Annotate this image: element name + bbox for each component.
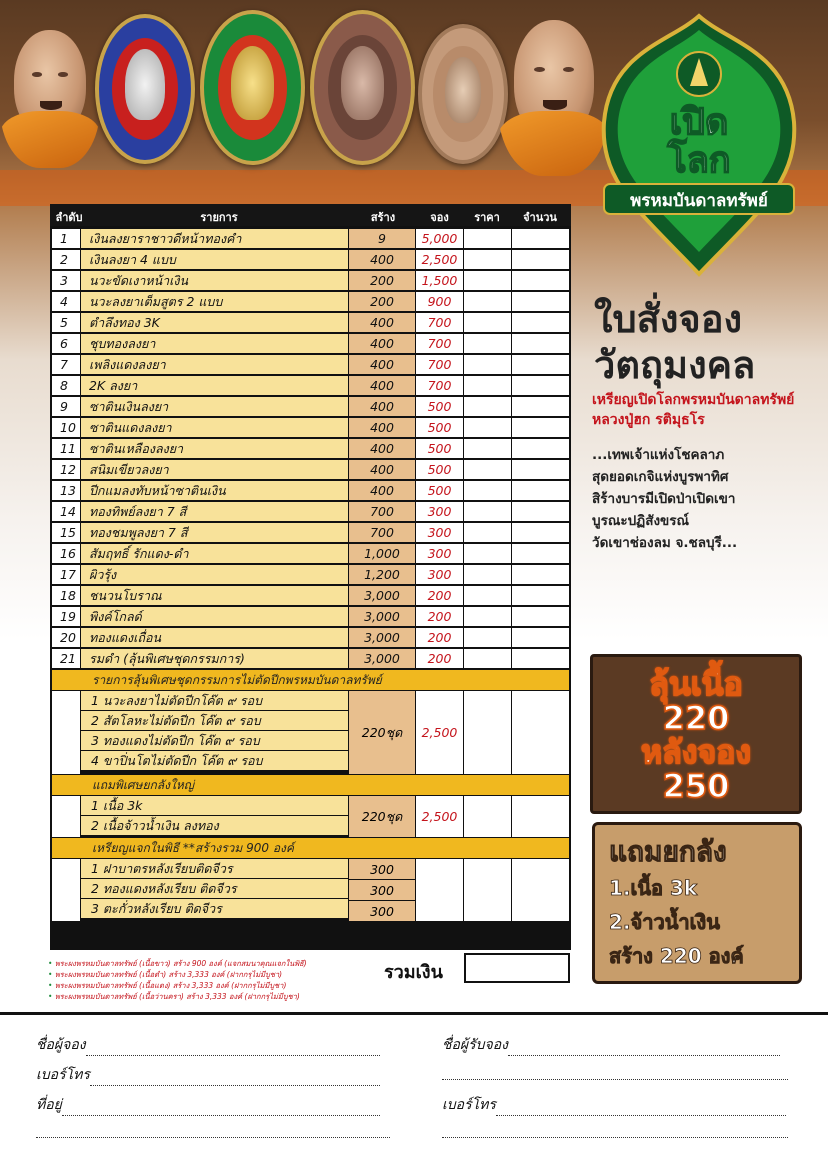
amulet-silver-red xyxy=(95,14,195,164)
row-number: 4 xyxy=(52,292,80,311)
row-price-field[interactable] xyxy=(464,439,511,458)
row-number: 18 xyxy=(52,586,80,605)
row-number: 8 xyxy=(52,376,80,395)
amulet-copper xyxy=(310,10,415,165)
row-amount-field[interactable] xyxy=(512,565,569,584)
section-item-created: 300 xyxy=(349,880,415,900)
medal-name-line1: เหรียญเปิดโลกพรหมบันดาลทรัพย์ xyxy=(592,392,795,408)
row-created: 400 xyxy=(349,313,415,332)
section-header: เหรียญแจกในพิธี **สร้างรวม 900 องค์ xyxy=(52,838,569,858)
row-created: 700 xyxy=(349,523,415,542)
section-item-created: 300 xyxy=(349,859,415,879)
table-row xyxy=(52,459,569,479)
row-price-field[interactable] xyxy=(464,502,511,521)
medal-name-line2: หลวงปู่ฮก รติมุธโร xyxy=(592,412,705,428)
footnote-line: • พระผงพรหมบันดาลทรัพย์ (เนื้อขาว) สร้าง 900 องค์ (แจกสมนาคุณแจกในพิธี) xyxy=(48,958,368,969)
footnote-line: • พระผงพรหมบันดาลทรัพย์ (เนื้อแดง) สร้าง 3,333 องค์ (ฝากกรุไม่มีบูชา) xyxy=(48,980,368,991)
receiver-phone-label: เบอร์โทร xyxy=(442,1097,496,1113)
row-amount-field[interactable] xyxy=(512,544,569,563)
bonus-title: แถมยกลัง xyxy=(609,835,727,868)
address-label: ที่อยู่ xyxy=(36,1097,62,1113)
row-number: 5 xyxy=(52,313,80,332)
table-row xyxy=(52,480,569,500)
row-price-field[interactable] xyxy=(464,481,511,500)
row-reserved: 900 xyxy=(416,292,463,311)
receiver-phone-row[interactable] xyxy=(442,1094,786,1116)
order-table xyxy=(50,204,571,950)
section-item: 2 สัตโลหะไม่ตัดปีก โค๊ต ๙ รอบ xyxy=(81,711,348,731)
section-item: 3 ตะกั่วหลังเรียบ ติดจีวร xyxy=(81,899,348,919)
medal-name xyxy=(592,390,794,430)
section-number-col xyxy=(52,859,80,921)
row-amount-field[interactable] xyxy=(512,271,569,290)
section-price-field[interactable] xyxy=(464,796,511,837)
row-price-field[interactable] xyxy=(464,649,511,668)
row-reserved: 500 xyxy=(416,418,463,437)
row-item-name: ซาตินแดงลงยา xyxy=(81,418,348,437)
row-price-field[interactable] xyxy=(464,607,511,626)
header-amount: จำนวน xyxy=(523,211,557,224)
header-created: สร้าง xyxy=(370,211,396,224)
row-item-name: รมดำ (ลุ้นพิเศษชุดกรรมการ) xyxy=(81,649,348,668)
row-reserved: 1,500 xyxy=(416,271,463,290)
reserver-phone-row[interactable] xyxy=(36,1064,380,1086)
row-item-name: 2K ลงยา xyxy=(81,376,348,395)
row-number: 10 xyxy=(52,418,80,437)
row-amount-field[interactable] xyxy=(512,376,569,395)
reserver-phone-label: เบอร์โทร xyxy=(36,1067,90,1083)
row-number: 16 xyxy=(52,544,80,563)
footnote-line: • พระผงพรหมบันดาลทรัพย์ (เนื้อดำ) สร้าง 3,333 องค์ (ฝากกรุไม่มีบูชา) xyxy=(48,969,368,980)
row-reserved: 300 xyxy=(416,544,463,563)
row-number: 3 xyxy=(52,271,80,290)
row-amount-field[interactable] xyxy=(512,292,569,311)
form-divider xyxy=(0,1012,828,1015)
section-item-list xyxy=(81,691,348,771)
section-created: 220ชุด xyxy=(349,796,415,837)
table-row xyxy=(52,333,569,353)
section-header: รายการลุ้นพิเศษชุดกรรมการไม่ตัดปีกพรหมบันดาลทรัพย์ xyxy=(52,670,569,690)
row-reserved: 200 xyxy=(416,628,463,647)
footnotes xyxy=(48,958,368,1002)
price-line3: หลังจอง xyxy=(641,733,751,771)
row-number: 11 xyxy=(52,439,80,458)
section-block xyxy=(52,691,569,774)
row-price-field[interactable] xyxy=(464,250,511,269)
row-amount-field[interactable] xyxy=(512,649,569,668)
table-row xyxy=(52,627,569,647)
row-created: 200 xyxy=(349,292,415,311)
row-price-field[interactable] xyxy=(464,229,511,248)
row-item-name: ทองชมพูลงยา 7 สี xyxy=(81,523,348,542)
header-no: ลำดับ xyxy=(55,211,83,224)
monk-portrait-right xyxy=(498,6,610,176)
bonus-box xyxy=(592,822,802,984)
monk-portrait-left xyxy=(0,18,100,168)
row-reserved: 700 xyxy=(416,355,463,374)
bonus-line: สร้าง 220 องค์ xyxy=(609,944,744,968)
row-price-field[interactable] xyxy=(464,334,511,353)
receiver-name-row[interactable] xyxy=(442,1034,780,1056)
row-created: 400 xyxy=(349,481,415,500)
row-item-name: เงินลงยาราชาวดีหน้าทองคำ xyxy=(81,229,348,248)
receiver-name-label: ชื่อผู้รับจอง xyxy=(442,1037,508,1053)
row-item-name: สัมฤทธิ์ รักแดง-ดำ xyxy=(81,544,348,563)
row-item-name: ปีกแมลงทับหน้าซาตินเงิน xyxy=(81,481,348,500)
row-price-field[interactable] xyxy=(464,523,511,542)
row-item-name: ซาตินเงินลงยา xyxy=(81,397,348,416)
row-price-field[interactable] xyxy=(464,418,511,437)
section-item: 1 ฝาบาตรหลังเรียบติดจีวร xyxy=(81,859,348,879)
table-row xyxy=(52,228,569,248)
row-number: 15 xyxy=(52,523,80,542)
row-price-field[interactable] xyxy=(464,460,511,479)
row-number: 19 xyxy=(52,607,80,626)
row-item-name: ผิวรุ้ง xyxy=(81,565,348,584)
row-number: 21 xyxy=(52,649,80,668)
section-item: 4 ขาปิ่นโตไม่ตัดปีก โค๊ต ๙ รอบ xyxy=(81,751,348,771)
section-item-list xyxy=(81,859,348,919)
table-row xyxy=(52,564,569,584)
reserver-name-row[interactable] xyxy=(36,1034,380,1056)
row-reserved: 200 xyxy=(416,649,463,668)
section-item: 1 นวะลงยาไม่ตัดปีกโค๊ต ๙ รอบ xyxy=(81,691,348,711)
row-amount-field[interactable] xyxy=(512,313,569,332)
logo-banner: พรหมบันดาลทรัพย์ xyxy=(630,191,768,211)
section-reserved: 2,500 xyxy=(416,691,463,774)
section-number-col xyxy=(52,796,80,837)
section-price-field[interactable] xyxy=(464,691,511,774)
table-row xyxy=(52,354,569,374)
row-item-name: สนิมเขียวลงยา xyxy=(81,460,348,479)
row-price-field[interactable] xyxy=(464,586,511,605)
header-price: ราคา xyxy=(474,211,500,224)
table-row xyxy=(52,438,569,458)
bonus-line: 2.จ้าวน้ำเงิน xyxy=(609,910,720,934)
reserver-name-label: ชื่อผู้จอง xyxy=(36,1037,86,1053)
row-created: 400 xyxy=(349,460,415,479)
row-number: 2 xyxy=(52,250,80,269)
section-amount-field[interactable] xyxy=(512,691,569,774)
table-row xyxy=(52,543,569,563)
row-number: 13 xyxy=(52,481,80,500)
order-title xyxy=(594,296,755,388)
table-row xyxy=(52,501,569,521)
row-created: 1,200 xyxy=(349,565,415,584)
table-row xyxy=(52,291,569,311)
section-item: 2 เนื้อจ้าวน้ำเงิน ลงทอง xyxy=(81,816,348,836)
row-reserved: 2,500 xyxy=(416,250,463,269)
row-created: 9 xyxy=(349,229,415,248)
row-item-name: เงินลงยา 4 แบบ xyxy=(81,250,348,269)
row-item-name: นวะลงยาเต็มสูตร 2 แบบ xyxy=(81,292,348,311)
row-item-name: พิงค์โกลด์ xyxy=(81,607,348,626)
row-reserved: 500 xyxy=(416,481,463,500)
table-row xyxy=(52,375,569,395)
row-amount-field[interactable] xyxy=(512,229,569,248)
row-item-name: ชนวนโบราณ xyxy=(81,586,348,605)
section-number-col xyxy=(52,691,80,774)
receiver-name-row-2[interactable] xyxy=(442,1064,788,1080)
header-reserved: จอง xyxy=(430,211,449,224)
row-reserved: 5,000 xyxy=(416,229,463,248)
phrom-bandan-sap-logo xyxy=(598,12,800,277)
row-number: 9 xyxy=(52,397,80,416)
row-item-name: เพลิงแดงลงยา xyxy=(81,355,348,374)
row-price-field[interactable] xyxy=(464,565,511,584)
row-created: 3,000 xyxy=(349,586,415,605)
row-reserved: 300 xyxy=(416,523,463,542)
order-title-line2: วัตถุมงคล xyxy=(594,343,756,387)
row-number: 1 xyxy=(52,229,80,248)
row-amount-field[interactable] xyxy=(512,334,569,353)
row-price-field[interactable] xyxy=(464,628,511,647)
row-created: 400 xyxy=(349,334,415,353)
row-reserved: 700 xyxy=(416,313,463,332)
bonus-line: 1.เนื้อ 3k xyxy=(609,876,698,900)
row-amount-field[interactable] xyxy=(512,607,569,626)
row-number: 14 xyxy=(52,502,80,521)
table-row xyxy=(52,417,569,437)
logo-line1: เปิด xyxy=(669,102,729,143)
row-item-name: ทองแดงเถื่อน xyxy=(81,628,348,647)
row-price-field[interactable] xyxy=(464,544,511,563)
table-row xyxy=(52,606,569,626)
row-amount-field[interactable] xyxy=(512,628,569,647)
order-title-line1: ใบสั่งจอง xyxy=(594,297,743,341)
section-item: 3 ทองแดงไม่ตัดปีก โค๊ต ๙ รอบ xyxy=(81,731,348,751)
row-reserved: 500 xyxy=(416,397,463,416)
row-price-field[interactable] xyxy=(464,292,511,311)
price-line2: 220 xyxy=(662,699,730,737)
row-price-field[interactable] xyxy=(464,397,511,416)
header-item: รายการ xyxy=(200,211,238,224)
row-amount-field[interactable] xyxy=(512,397,569,416)
row-price-field[interactable] xyxy=(464,313,511,332)
row-created: 400 xyxy=(349,355,415,374)
row-created: 3,000 xyxy=(349,649,415,668)
row-price-field[interactable] xyxy=(464,271,511,290)
receiver-phone-row-2[interactable] xyxy=(442,1122,788,1138)
section-header: แถมพิเศษยกลังใหญ่ xyxy=(52,775,569,795)
section-reserved-empty xyxy=(416,859,463,921)
row-item-name: ซาตินเหลืองลงยา xyxy=(81,439,348,458)
row-reserved: 300 xyxy=(416,565,463,584)
section-price-field[interactable] xyxy=(464,859,511,921)
amulet-gold-red xyxy=(200,10,305,165)
row-reserved: 700 xyxy=(416,334,463,353)
row-item-name: นวะขัดเงาหน้าเงิน xyxy=(81,271,348,290)
row-number: 17 xyxy=(52,565,80,584)
price-line1: ลุ้นเนื้อ xyxy=(649,665,743,703)
table-row xyxy=(52,522,569,542)
row-number: 12 xyxy=(52,460,80,479)
row-reserved: 500 xyxy=(416,460,463,479)
row-item-name: ตำลึงทอง 3K xyxy=(81,313,348,332)
price-box xyxy=(590,654,802,814)
row-created: 400 xyxy=(349,397,415,416)
amulet-brahma-back xyxy=(418,24,508,164)
row-price-field[interactable] xyxy=(464,376,511,395)
table-row xyxy=(52,585,569,605)
table-row xyxy=(52,249,569,269)
total-amount-field[interactable] xyxy=(464,953,570,983)
row-amount-field[interactable] xyxy=(512,523,569,542)
row-created: 400 xyxy=(349,376,415,395)
row-item-name: ทองทิพย์ลงยา 7 สี xyxy=(81,502,348,521)
row-item-name: ชุบทองลงยา xyxy=(81,334,348,353)
row-created: 3,000 xyxy=(349,628,415,647)
row-created: 400 xyxy=(349,439,415,458)
row-amount-field[interactable] xyxy=(512,502,569,521)
poem-line: สุดยอดเกจิแห่งบูรพาทิศ xyxy=(592,469,729,485)
section-amount-field[interactable] xyxy=(512,859,569,921)
row-amount-field[interactable] xyxy=(512,586,569,605)
row-created: 400 xyxy=(349,250,415,269)
row-number: 20 xyxy=(52,628,80,647)
row-created: 200 xyxy=(349,271,415,290)
row-reserved: 700 xyxy=(416,376,463,395)
table-header xyxy=(50,204,571,226)
section-item-created: 300 xyxy=(349,901,415,921)
row-amount-field[interactable] xyxy=(512,481,569,500)
section-item-list xyxy=(81,796,348,836)
table-row xyxy=(52,312,569,332)
section-amount-field[interactable] xyxy=(512,796,569,837)
section-block xyxy=(52,796,569,837)
section-created: 220ชุด xyxy=(349,691,415,774)
total-label: รวมเงิน xyxy=(384,962,443,983)
poem-text xyxy=(592,444,737,554)
row-amount-field[interactable] xyxy=(512,460,569,479)
footnote-line: • พระผงพรหมบันดาลทรัพย์ (เนื้อว่านครา) สร้าง 3,333 องค์ (ฝากกรุไม่มีบูชา) xyxy=(48,991,368,1002)
poem-line: สิร้างบารมีเปิดป่าเปิดเขา xyxy=(592,491,736,507)
row-created: 1,000 xyxy=(349,544,415,563)
row-number: 7 xyxy=(52,355,80,374)
row-amount-field[interactable] xyxy=(512,355,569,374)
row-amount-field[interactable] xyxy=(512,418,569,437)
section-block xyxy=(52,859,569,921)
section-item: 1 เนื้อ 3k xyxy=(81,796,348,816)
poem-line: ...เทพเจ้าแห่งโชคลาภ xyxy=(592,447,725,463)
address-row[interactable] xyxy=(36,1094,380,1116)
table-row xyxy=(52,270,569,290)
section-reserved: 2,500 xyxy=(416,796,463,837)
table-row xyxy=(52,396,569,416)
section-item: 2 ทองแดงหลังเรียบ ติดจีวร xyxy=(81,879,348,899)
logo-line2: โลก xyxy=(667,140,731,181)
row-number: 6 xyxy=(52,334,80,353)
row-reserved: 200 xyxy=(416,607,463,626)
table-row xyxy=(52,648,569,668)
row-reserved: 200 xyxy=(416,586,463,605)
address-row-2[interactable] xyxy=(36,1122,390,1138)
poem-line: บูรณะปฏิสังขรณ์ xyxy=(592,513,690,529)
row-created: 3,000 xyxy=(349,607,415,626)
row-reserved: 500 xyxy=(416,439,463,458)
poem-line: วัดเขาช่องลม จ.ชลบุรี... xyxy=(592,535,738,551)
row-amount-field[interactable] xyxy=(512,250,569,269)
row-reserved: 300 xyxy=(416,502,463,521)
row-price-field[interactable] xyxy=(464,355,511,374)
price-line4: 250 xyxy=(662,767,730,805)
row-created: 700 xyxy=(349,502,415,521)
row-created: 400 xyxy=(349,418,415,437)
row-amount-field[interactable] xyxy=(512,439,569,458)
